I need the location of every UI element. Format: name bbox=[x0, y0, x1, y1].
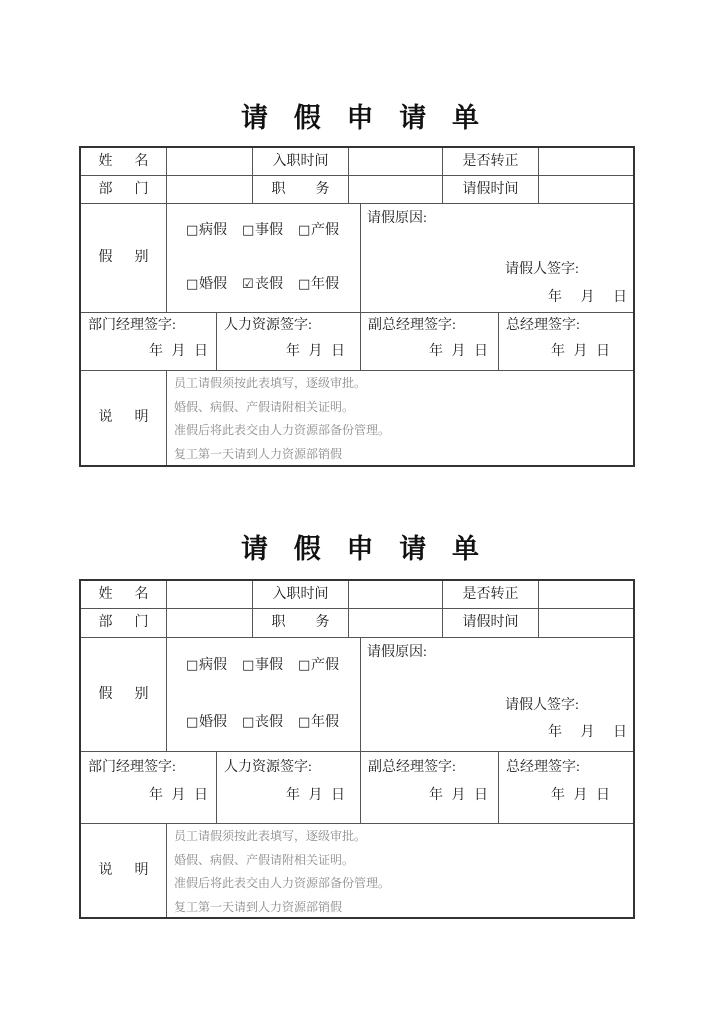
form-table bbox=[79, 146, 635, 467]
dept-manager-signature-field[interactable] bbox=[81, 313, 217, 370]
hr-signature-field[interactable] bbox=[217, 752, 361, 823]
applicant-date: 年 月 日 bbox=[548, 290, 627, 305]
leave-time-label: 请假时间 bbox=[462, 615, 519, 630]
leave-type-label-cell bbox=[81, 204, 167, 312]
hire-date-field[interactable] bbox=[349, 148, 443, 175]
department-label: 部 门 bbox=[98, 181, 149, 197]
name-label: 姓 名 bbox=[98, 153, 149, 169]
note-line: 准假后将此表交由人力资源部备份管理。 bbox=[174, 423, 391, 438]
position-field[interactable] bbox=[349, 176, 443, 203]
bereavement-leave-label: 丧假 bbox=[255, 714, 283, 730]
name-field[interactable] bbox=[167, 581, 253, 608]
maternity-leave-option[interactable] bbox=[298, 222, 339, 240]
note-line: 准假后将此表交由人力资源部备份管理。 bbox=[174, 876, 391, 891]
info-row bbox=[81, 581, 633, 609]
annual-leave-label: 年假 bbox=[311, 714, 339, 730]
sick-leave-checkbox[interactable]: □ bbox=[186, 658, 199, 674]
info-row bbox=[81, 609, 633, 638]
name-label-cell bbox=[81, 148, 167, 175]
applicant-signature-label: 请假人签字: bbox=[505, 698, 579, 713]
leave-type-row bbox=[81, 204, 633, 313]
annual-leave-option[interactable] bbox=[298, 714, 339, 732]
hr-signature-field[interactable] bbox=[217, 313, 361, 370]
gm-signature-label: 总经理签字: bbox=[506, 318, 580, 333]
position-field[interactable] bbox=[349, 609, 443, 637]
hire-date-field[interactable] bbox=[349, 581, 443, 608]
position-label-cell bbox=[253, 176, 349, 203]
hire-date-label-cell bbox=[253, 581, 349, 608]
leave-request-form bbox=[0, 533, 720, 915]
personal-leave-option[interactable] bbox=[242, 657, 283, 675]
leave-type-options bbox=[167, 204, 361, 312]
leave-reason-field[interactable] bbox=[361, 204, 633, 312]
maternity-leave-option[interactable] bbox=[298, 657, 339, 675]
gm-date: 年 月 日 bbox=[551, 344, 610, 359]
name-label-cell bbox=[81, 581, 167, 608]
sick-leave-checkbox[interactable]: □ bbox=[186, 223, 199, 238]
dept-manager-signature-label: 部门经理签字: bbox=[88, 318, 176, 333]
vice-gm-date: 年 月 日 bbox=[429, 788, 488, 803]
leave-type-option-row bbox=[186, 222, 360, 240]
vice-gm-date: 年 月 日 bbox=[429, 344, 488, 359]
vice-gm-signature-field[interactable] bbox=[361, 752, 499, 823]
info-row bbox=[81, 176, 633, 204]
notes-content bbox=[167, 371, 633, 465]
hire-date-label-cell bbox=[253, 148, 349, 175]
notes-label-cell bbox=[81, 371, 167, 465]
name-label: 姓 名 bbox=[98, 586, 149, 602]
marriage-leave-checkbox[interactable]: □ bbox=[186, 277, 199, 292]
department-label-cell bbox=[81, 176, 167, 203]
leave-type-label: 假 别 bbox=[98, 250, 149, 265]
marriage-leave-label: 婚假 bbox=[199, 277, 227, 292]
personal-leave-option[interactable] bbox=[242, 222, 283, 240]
maternity-leave-checkbox[interactable]: □ bbox=[298, 658, 311, 674]
notes-row bbox=[81, 824, 633, 917]
regular-status-label-cell bbox=[443, 148, 539, 175]
regular-status-label: 是否转正 bbox=[462, 586, 519, 602]
annual-leave-option[interactable] bbox=[298, 276, 339, 294]
position-label-cell bbox=[253, 609, 349, 637]
leave-type-options bbox=[167, 638, 361, 751]
sick-leave-option[interactable] bbox=[186, 222, 227, 240]
personal-leave-checkbox[interactable]: □ bbox=[242, 223, 255, 238]
dept-manager-date: 年 月 日 bbox=[149, 788, 208, 803]
regular-status-field[interactable] bbox=[539, 148, 633, 175]
hire-date-label: 入职时间 bbox=[272, 586, 329, 602]
regular-status-field[interactable] bbox=[539, 581, 633, 608]
vice-gm-signature-label: 副总经理签字: bbox=[368, 760, 456, 775]
leave-reason-field[interactable] bbox=[361, 638, 633, 751]
position-label: 职 务 bbox=[271, 615, 330, 630]
bereavement-leave-label: 丧假 bbox=[255, 277, 283, 292]
note-line: 复工第一天请到人力资源部销假 bbox=[174, 900, 343, 915]
applicant-signature-label: 请假人签字: bbox=[505, 262, 579, 277]
maternity-leave-checkbox[interactable]: □ bbox=[298, 223, 311, 238]
bereavement-leave-option[interactable] bbox=[242, 276, 283, 294]
sick-leave-label: 病假 bbox=[199, 223, 227, 238]
note-line: 复工第一天请到人力资源部销假 bbox=[174, 447, 343, 462]
leave-time-label-cell bbox=[443, 176, 539, 203]
marriage-leave-option[interactable] bbox=[186, 276, 227, 294]
bereavement-leave-option[interactable] bbox=[242, 714, 283, 732]
regular-status-label: 是否转正 bbox=[462, 153, 519, 169]
sick-leave-option[interactable] bbox=[186, 657, 227, 675]
leave-type-label: 假 别 bbox=[98, 686, 149, 702]
leave-reason-label: 请假原因: bbox=[367, 211, 427, 226]
hr-signature-label: 人力资源签字: bbox=[224, 760, 312, 775]
personal-leave-label: 事假 bbox=[255, 658, 283, 674]
gm-signature-label: 总经理签字: bbox=[506, 760, 580, 775]
bereavement-leave-checkbox[interactable]: □ bbox=[242, 714, 255, 730]
department-field[interactable] bbox=[167, 176, 253, 203]
note-line: 员工请假须按此表填写，逐级审批。 bbox=[174, 376, 367, 390]
dept-manager-date: 年 月 日 bbox=[149, 344, 208, 359]
form-table bbox=[79, 579, 635, 919]
annual-leave-checkbox[interactable]: □ bbox=[298, 277, 311, 292]
leave-time-label-cell bbox=[443, 609, 539, 637]
personal-leave-checkbox[interactable]: □ bbox=[242, 658, 255, 674]
name-field[interactable] bbox=[167, 148, 253, 175]
notes-content bbox=[167, 824, 633, 917]
form-title: 请 假 申 请 单 bbox=[241, 534, 479, 564]
applicant-date: 年 月 日 bbox=[548, 725, 627, 740]
leave-type-option-row bbox=[186, 714, 360, 732]
notes-label: 说 明 bbox=[98, 862, 149, 878]
hr-signature-label: 人力资源签字: bbox=[224, 318, 312, 333]
marriage-leave-checkbox[interactable]: □ bbox=[186, 714, 199, 730]
dept-manager-signature-label: 部门经理签字: bbox=[88, 760, 176, 775]
leave-time-label: 请假时间 bbox=[462, 181, 519, 197]
hire-date-label: 入职时间 bbox=[272, 153, 329, 169]
position-label: 职 务 bbox=[271, 181, 330, 197]
leave-reason-label: 请假原因: bbox=[367, 645, 427, 660]
maternity-leave-label: 产假 bbox=[311, 223, 339, 238]
note-line: 员工请假须按此表填写，逐级审批。 bbox=[174, 829, 367, 843]
annual-leave-checkbox[interactable]: □ bbox=[298, 714, 311, 730]
marriage-leave-label: 婚假 bbox=[199, 714, 227, 730]
approval-row bbox=[81, 313, 633, 371]
notes-row bbox=[81, 371, 633, 465]
vice-gm-signature-field[interactable] bbox=[361, 313, 499, 370]
info-row bbox=[81, 148, 633, 176]
leave-type-option-row bbox=[186, 657, 360, 675]
note-line: 婚假、病假、产假请附相关证明。 bbox=[174, 852, 355, 867]
notes-label-cell bbox=[81, 824, 167, 917]
regular-status-label-cell bbox=[443, 581, 539, 608]
leave-time-field[interactable] bbox=[539, 176, 633, 203]
note-line: 婚假、病假、产假请附相关证明。 bbox=[174, 399, 355, 414]
notes-label: 说 明 bbox=[98, 410, 149, 425]
annual-leave-label: 年假 bbox=[311, 277, 339, 292]
approval-row bbox=[81, 752, 633, 824]
vice-gm-signature-label: 副总经理签字: bbox=[368, 318, 456, 333]
leave-time-field[interactable] bbox=[539, 609, 633, 637]
form-title: 请 假 申 请 单 bbox=[241, 103, 479, 133]
leave-type-label-cell bbox=[81, 638, 167, 751]
department-label: 部 门 bbox=[98, 615, 149, 630]
gm-date: 年 月 日 bbox=[551, 788, 610, 803]
hr-date: 年 月 日 bbox=[286, 344, 345, 359]
maternity-leave-label: 产假 bbox=[311, 658, 339, 674]
hr-date: 年 月 日 bbox=[286, 788, 345, 803]
leave-request-form bbox=[0, 102, 720, 462]
sick-leave-label: 病假 bbox=[199, 658, 227, 674]
department-field[interactable] bbox=[167, 609, 253, 637]
bereavement-leave-checkbox[interactable]: ☑ bbox=[242, 277, 254, 292]
personal-leave-label: 事假 bbox=[255, 223, 283, 238]
leave-type-row bbox=[81, 638, 633, 752]
gm-signature-field[interactable] bbox=[499, 313, 633, 370]
leave-type-option-row bbox=[186, 276, 360, 294]
marriage-leave-option[interactable] bbox=[186, 714, 227, 732]
gm-signature-field[interactable] bbox=[499, 752, 633, 823]
department-label-cell bbox=[81, 609, 167, 637]
dept-manager-signature-field[interactable] bbox=[81, 752, 217, 823]
